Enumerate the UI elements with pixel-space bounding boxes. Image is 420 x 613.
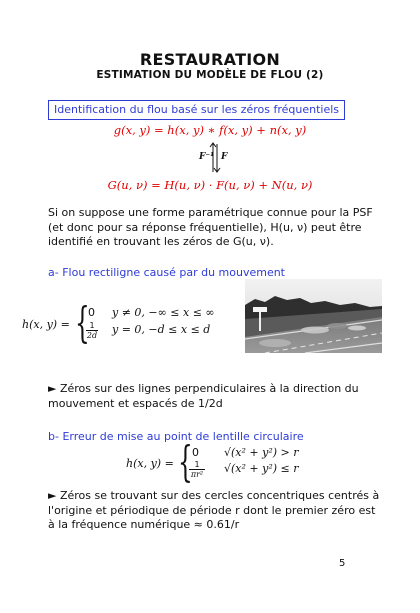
forward-fourier-label: F: [221, 152, 228, 162]
section-a-heading: a- Flou rectiligne causé par du mouvement: [48, 266, 285, 279]
section-b-fraction: [189, 460, 205, 479]
section-a-brace: {: [75, 298, 90, 347]
section-a-case1-condition: y ≠ 0, −∞ ≤ x ≤ ∞: [112, 306, 215, 319]
frequency-equation: G(u, ν) = H(u, ν) · F(u, ν) + N(u, ν): [107, 178, 313, 192]
section-a-case2-condition: y = 0, −d ≤ x ≤ d: [112, 323, 211, 336]
page-title: RESTAURATION: [139, 50, 281, 69]
section-b-case2-condition: √(x² + y²) ≤ r: [224, 462, 299, 475]
section-a-lhs: h(x, y) =: [22, 318, 70, 331]
section-a-case1-value: 0: [88, 306, 95, 319]
inverse-fourier-label: F⁻¹: [199, 152, 215, 162]
section-b-brace: {: [178, 437, 193, 486]
page-number: 5: [339, 558, 346, 569]
boxed-heading: Identification du flou basé sur les zéros fréquentiels: [48, 100, 345, 120]
fourier-transform-arrows: [196, 142, 236, 174]
section-a-fraction-den: 2d: [86, 331, 98, 340]
section-a-fraction-num: 1: [89, 321, 95, 330]
section-b-heading: b- Erreur de mise au point de lentille circulaire: [48, 430, 304, 443]
section-b-case1-condition: √(x² + y²) > r: [224, 446, 299, 459]
section-a-note: ► Zéros sur des lignes perpendiculaires à la direction du mouvement et espacés de 1/2d: [48, 382, 359, 410]
section-b-note: ► Zéros se trouvant sur des cercles concentriques centrés à l'origine et périodique de période r dont le premier zéro est à la fréquence numérique ≈ 0.61/r: [48, 489, 380, 531]
section-b-fraction-den: πr²: [190, 470, 204, 479]
section-b-lhs: h(x, y) =: [126, 457, 174, 470]
section-a-fraction: [86, 321, 98, 340]
section-b-case1-value: 0: [192, 446, 199, 459]
intro-paragraph: Si on suppose une forme paramétrique connue pour la PSF (et donc pour sa réponse fréquentielle), H(u, ν) peut être identifié en trouvant les zéros de G(u, ν).: [48, 206, 373, 248]
motion-blur-photo: [245, 279, 382, 353]
spatial-equation: g(x, y) = h(x, y) ∗ f(x, y) + n(x, y): [113, 123, 307, 137]
section-b-fraction-num: 1: [194, 460, 200, 469]
page-subtitle: ESTIMATION DU MODÈLE DE FLOU (2): [96, 69, 324, 81]
